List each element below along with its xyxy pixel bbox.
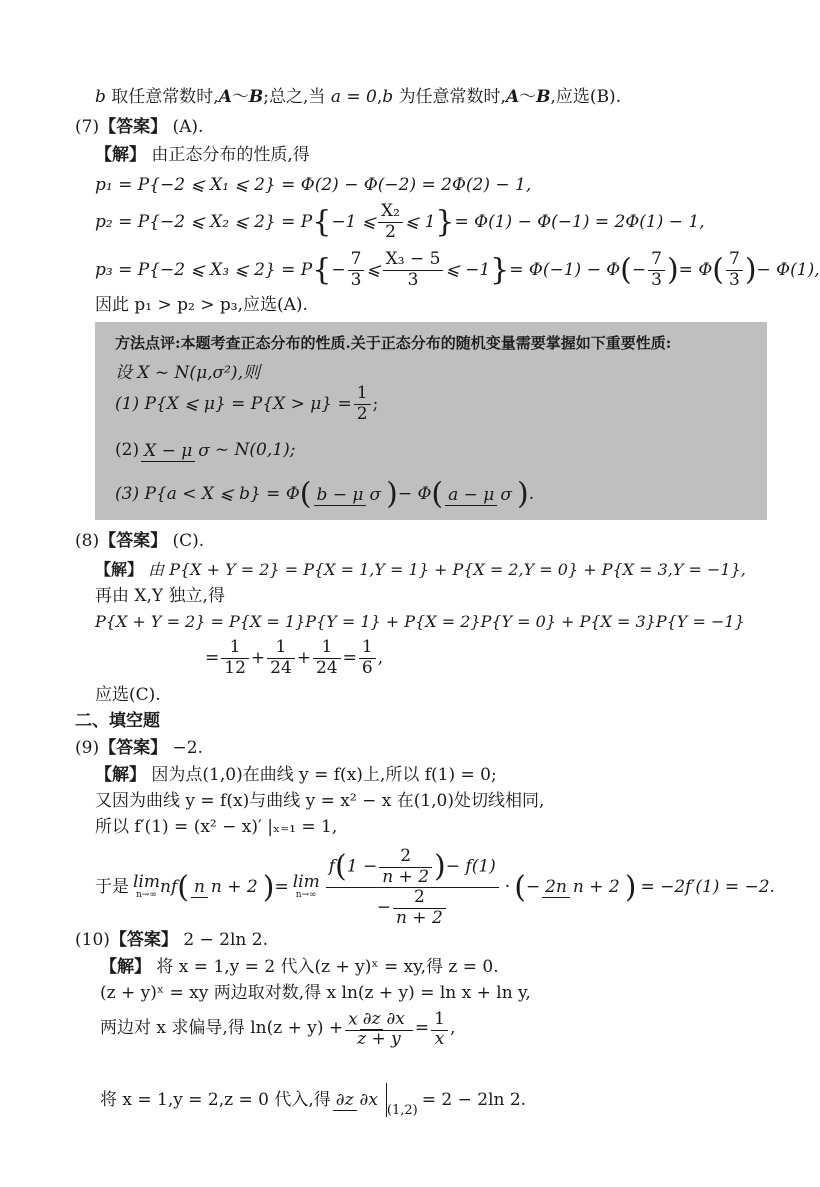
denominator: 3 xyxy=(350,270,362,290)
numerator: b − μ xyxy=(314,485,367,506)
lim-text: lim xyxy=(133,872,160,893)
fraction xyxy=(313,638,341,678)
left-paren: ( xyxy=(431,476,444,512)
numerator: ∂z xyxy=(360,1009,384,1030)
q8-line3 xyxy=(95,612,745,632)
left-paren: ( xyxy=(177,869,189,905)
numerator: 7 xyxy=(726,250,743,271)
numerator: 1 xyxy=(354,384,371,405)
fraction xyxy=(221,638,249,678)
eq-part: · xyxy=(504,877,511,898)
fraction xyxy=(141,431,213,471)
eq-part: = xyxy=(342,648,357,668)
solution-text: P{X + Y = 2} = P{X = 1}P{Y = 1} + P{X = 2}P{Y = 0} + P{X = 3}P{Y = −1} xyxy=(95,612,745,631)
eq-part: = Φ xyxy=(678,260,713,280)
eq-part: (1) P{X ⩽ μ} = P{X > μ} = xyxy=(115,394,352,414)
event-b: B xyxy=(248,87,264,107)
numerator: 2 xyxy=(393,888,446,909)
answer-value: 2 − 2ln 2. xyxy=(183,930,269,950)
fraction xyxy=(378,202,403,242)
numerator: 1 xyxy=(267,638,295,659)
eq-part: + xyxy=(250,648,266,668)
right-paren: ) xyxy=(262,869,275,905)
numerator: 2n xyxy=(542,877,570,898)
eq-part: = xyxy=(274,877,289,898)
answer-label: 【答案】 xyxy=(99,531,168,551)
eq-part: (2) xyxy=(115,440,140,460)
q7-answer xyxy=(75,117,203,138)
eq-part: ~ N(0,1); xyxy=(214,440,296,460)
fraction xyxy=(726,250,743,290)
q9-line3 xyxy=(95,817,337,838)
conclusion-text: 应选(C). xyxy=(95,685,161,705)
text-segment: , xyxy=(376,87,383,107)
event-a: A xyxy=(505,87,520,107)
eq-part: ⩽ xyxy=(366,260,381,280)
eq-part: = xyxy=(414,1018,430,1039)
note-title: 方法点评: xyxy=(115,334,181,352)
eq-part: − f(1) xyxy=(445,856,496,877)
eq-part: = Φ(−1) − Φ xyxy=(509,260,621,280)
denominator: 2 xyxy=(385,222,396,242)
eq-part: ; xyxy=(372,394,379,414)
denominator: n + 2 xyxy=(395,907,443,928)
eq-part: − Φ xyxy=(397,484,432,504)
eq-part: 1 − xyxy=(346,856,378,877)
eq-part: p₃ = P{−2 ⩽ X₃ ⩽ 2} = P xyxy=(95,260,313,280)
left-paren: ( xyxy=(335,849,347,885)
eq-part: ⩽ −1 xyxy=(445,260,491,280)
answer-value: (A). xyxy=(172,117,204,137)
text-segment: ;总之,当 xyxy=(263,87,331,107)
question-number: (10) xyxy=(75,930,110,950)
eq-part: , xyxy=(377,648,384,668)
event-a: A xyxy=(218,87,232,107)
answer-label: 【答案】 xyxy=(99,738,168,758)
eq-part: − Φ(1), xyxy=(756,260,820,280)
fraction xyxy=(379,847,432,887)
big-fraction xyxy=(345,1010,413,1048)
eq-part: . xyxy=(528,484,535,504)
eq-part: 将 x = 1,y = 2,z = 0 代入,得 xyxy=(100,1089,331,1110)
eq-part: = −2f′(1) = −2. xyxy=(640,877,775,898)
denominator: σ xyxy=(198,440,210,461)
numerator: ∂z xyxy=(333,1090,357,1111)
eq-part: , xyxy=(449,1018,456,1039)
denominator: σ xyxy=(500,484,512,505)
fraction xyxy=(191,879,261,896)
denominator: 3 xyxy=(651,270,662,290)
big-fraction xyxy=(326,847,499,928)
section-title-text: 二、填空题 xyxy=(75,711,160,731)
denominator: 24 xyxy=(316,658,338,678)
eq-part: = xyxy=(205,648,220,668)
eq-part: = Φ(1) − Φ(−1) = 2Φ(1) − 1, xyxy=(454,212,705,232)
denominator: ∂x xyxy=(359,1089,378,1110)
method-note-box xyxy=(95,322,767,520)
eq-part: = 2 − 2ln 2. xyxy=(421,1089,527,1110)
question-number: (8) xyxy=(75,531,100,551)
big-denominator xyxy=(326,888,499,928)
text-b: b xyxy=(95,87,106,107)
denominator: ∂x xyxy=(386,1009,405,1029)
numerator: X₃ − 5 xyxy=(383,250,444,271)
denominator: n + 2 xyxy=(572,877,620,898)
right-paren: ) xyxy=(516,476,529,512)
fraction xyxy=(359,638,376,678)
eq-part: ⩽ 1 xyxy=(404,212,436,232)
note-text: 本题考查正态分布的性质.关于正态分布的随机变量需要掌握如下重要性质: xyxy=(180,334,672,352)
note-header xyxy=(115,332,671,353)
denominator: 24 xyxy=(270,658,292,678)
note-item-1 xyxy=(115,384,378,425)
lim-sub: n→∞ xyxy=(295,890,317,901)
q7-p2 xyxy=(95,200,705,244)
q8-answer xyxy=(75,531,204,552)
question-number: (9) xyxy=(75,738,100,758)
fraction xyxy=(267,638,295,678)
eq-part: − xyxy=(376,897,391,918)
fraction xyxy=(354,384,371,424)
eq-part: x xyxy=(348,1009,358,1030)
numerator: 1 xyxy=(221,638,249,659)
q7-p1 xyxy=(95,175,531,196)
answer-label: 【答案】 xyxy=(109,930,178,950)
solution-text: 所以 f′(1) = (x² − x)′ |ₓ₌₁ = 1, xyxy=(95,817,338,837)
text-a0: a = 0 xyxy=(330,87,377,107)
left-brace: { xyxy=(312,204,332,240)
numerator: 1 xyxy=(431,1010,448,1031)
eq-part: (3) P{a < X ⩽ b} = Φ xyxy=(115,484,300,504)
denominator: 3 xyxy=(728,270,740,290)
q10-line2 xyxy=(100,983,531,1004)
fraction xyxy=(445,475,515,515)
numerator: 7 xyxy=(348,250,365,271)
denominator: 2 xyxy=(356,404,368,424)
denominator: σ xyxy=(369,484,382,505)
numerator: a − μ xyxy=(445,485,497,506)
event-b: B xyxy=(536,87,551,107)
equation-p1: p₁ = P{−2 ⩽ X₁ ⩽ 2} = Φ(2) − Φ(−2) = 2Φ(2) − 1, xyxy=(95,175,532,195)
q8-line4 xyxy=(205,636,383,680)
section-title xyxy=(75,711,160,732)
numerator: 2 xyxy=(379,847,432,868)
eq-part: −1 ⩽ xyxy=(331,212,377,232)
right-paren: ) xyxy=(744,252,757,288)
limit xyxy=(293,874,320,901)
numerator: 7 xyxy=(648,250,665,271)
numerator: X₂ xyxy=(378,202,403,223)
solution-label: 【解】 xyxy=(100,957,151,977)
denominator: 12 xyxy=(224,658,246,678)
answer-value: (C). xyxy=(172,531,205,551)
lim-sub: n→∞ xyxy=(136,890,157,901)
eq-part: − xyxy=(331,260,346,280)
numerator: n xyxy=(191,877,208,898)
fraction xyxy=(393,888,446,928)
text-segment: 取任意常数时, xyxy=(105,87,219,107)
q10-answer xyxy=(75,930,268,951)
eq-part: p₂ = P{−2 ⩽ X₂ ⩽ 2} = P xyxy=(95,212,313,232)
text-b: b xyxy=(382,87,394,107)
fraction xyxy=(383,250,444,290)
intro-line xyxy=(95,87,621,108)
solution-text: 由正态分布的性质,得 xyxy=(151,145,310,165)
eq-part: − xyxy=(631,260,647,280)
fraction xyxy=(314,475,385,515)
conclusion-text: 因此 p₁ > p₂ > p₃,应选(A). xyxy=(95,295,308,315)
limit xyxy=(133,874,160,901)
q8-conclusion xyxy=(95,685,161,706)
solution-text: 又因为曲线 y = f(x)与曲线 y = x² − x 在(1,0)处切线相同, xyxy=(95,791,545,811)
fraction xyxy=(431,1010,448,1048)
evaluation-point: (1,2) xyxy=(386,1103,418,1118)
big-numerator xyxy=(345,1010,413,1031)
solution-label: 【解】 xyxy=(95,560,144,579)
note-set-text: 设 X ~ N(μ,σ²),则 xyxy=(115,363,260,383)
eq-part: 于是 xyxy=(95,877,129,898)
solution-text: 由 P{X + Y = 2} = P{X = 1,Y = 1} + P{X = 2,Y = 0} + P{X = 3,Y = −1}, xyxy=(148,560,746,579)
q9-answer xyxy=(75,738,203,759)
numerator: 1 xyxy=(313,638,341,659)
fraction xyxy=(360,1010,408,1030)
answer-value: −2. xyxy=(172,738,203,758)
q9-line4 xyxy=(95,847,775,928)
solution-text: (z + y)ˣ = xy 两边取对数,得 x ln(z + y) = ln x + ln y, xyxy=(100,983,531,1003)
q9-line2 xyxy=(95,791,544,812)
left-paren: ( xyxy=(514,869,526,905)
q10-line1 xyxy=(100,957,499,978)
numerator: 1 xyxy=(359,638,376,659)
q9-line1 xyxy=(95,765,497,786)
left-paren: ( xyxy=(299,476,312,512)
denominator: x xyxy=(434,1028,445,1049)
left-brace: { xyxy=(312,252,332,288)
q10-line3 xyxy=(100,1010,455,1048)
sim-symbol: ～ xyxy=(231,87,249,107)
eq-part: + xyxy=(296,648,312,668)
right-paren: ) xyxy=(666,252,679,288)
fraction xyxy=(542,879,623,896)
left-paren: ( xyxy=(712,252,724,288)
text-segment: 为任意常数时, xyxy=(393,87,506,107)
fraction xyxy=(348,250,365,290)
denominator: n + 2 xyxy=(210,877,258,898)
eq-part: f xyxy=(328,856,336,877)
lim-text: lim xyxy=(292,872,320,893)
right-brace: } xyxy=(435,204,455,240)
denominator: 3 xyxy=(407,270,419,290)
q7-solution-intro xyxy=(95,145,310,166)
text-segment: ,应选(B). xyxy=(550,87,622,107)
left-paren: ( xyxy=(620,252,632,288)
solution-text: 再由 X,Y 独立,得 xyxy=(95,586,225,606)
solution-text: 因为点(1,0)在曲线 y = f(x)上,所以 f(1) = 0; xyxy=(151,765,497,785)
sim-symbol: ～ xyxy=(519,87,537,107)
q7-p3 xyxy=(95,248,820,292)
fraction xyxy=(333,1089,381,1110)
q10-line4 xyxy=(100,1083,526,1117)
denominator: n + 2 xyxy=(382,866,430,887)
eq-part: 两边对 x 求偏导,得 ln(z + y) + xyxy=(100,1018,344,1039)
numerator: X − μ xyxy=(141,441,195,462)
solution-text: 将 x = 1,y = 2 代入(z + y)ˣ = xy,得 z = 0. xyxy=(156,957,499,977)
note-set xyxy=(115,358,260,383)
solution-label: 【解】 xyxy=(95,765,146,785)
question-number: (7) xyxy=(75,117,100,137)
solution-label: 【解】 xyxy=(95,145,146,165)
right-paren: ) xyxy=(434,849,446,885)
right-brace: } xyxy=(490,252,510,288)
big-denominator: z + y xyxy=(357,1028,401,1049)
fraction xyxy=(648,250,665,290)
note-item-3 xyxy=(115,474,534,515)
q8-line1 xyxy=(95,560,746,580)
answer-label: 【答案】 xyxy=(99,117,168,137)
right-paren: ) xyxy=(386,476,398,512)
eq-part: − xyxy=(525,877,541,898)
denominator: 6 xyxy=(361,658,373,678)
note-item-2 xyxy=(115,430,295,471)
big-numerator xyxy=(326,847,499,888)
right-paren: ) xyxy=(624,869,637,905)
q8-line2 xyxy=(95,586,225,607)
q7-conclusion xyxy=(95,295,308,316)
eq-part: nf xyxy=(160,877,178,898)
